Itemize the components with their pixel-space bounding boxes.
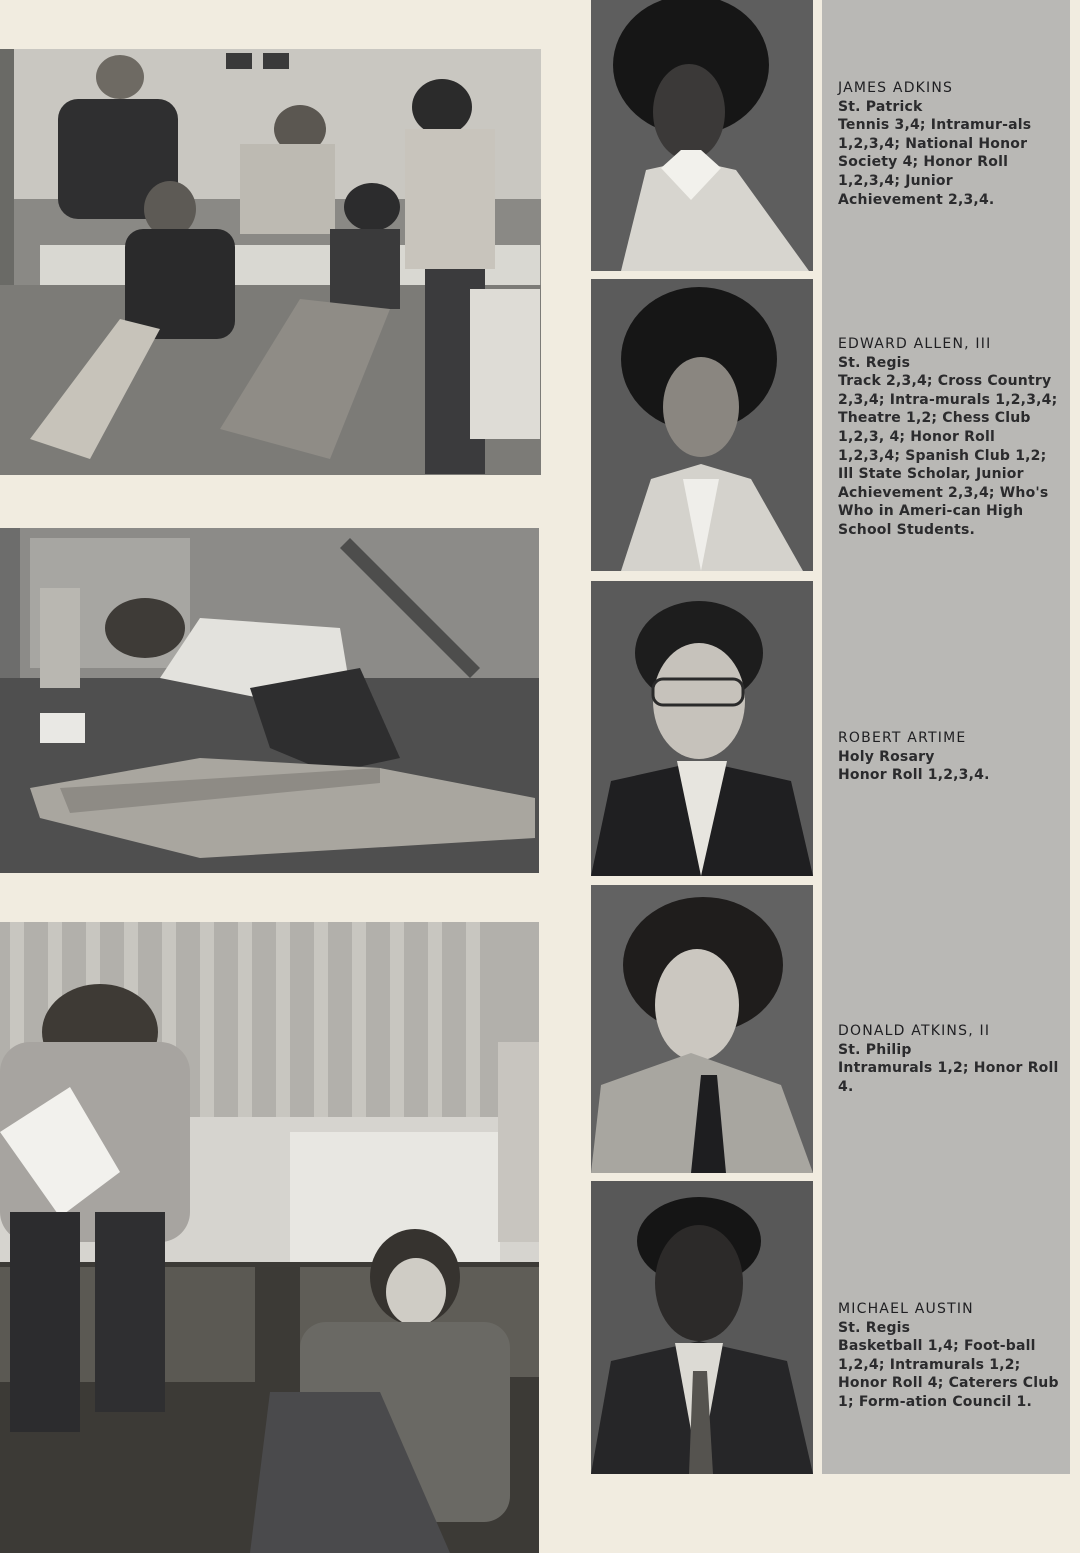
student-activities: Tennis 3,4; Intramur-als 1,2,3,4; National Honor Society 4; Honor Roll 1,2,3,4; Junior Achievement 2,3,4. bbox=[838, 117, 1032, 208]
student-bio bbox=[838, 335, 1060, 540]
student-name: ROBERT ARTIME bbox=[838, 730, 967, 746]
student-activities: Honor Roll 1,2,3,4. bbox=[838, 767, 990, 784]
student-bio bbox=[838, 1022, 1060, 1096]
student-name: MICHAEL AUSTIN bbox=[838, 1301, 974, 1317]
candid-photo-workshop bbox=[0, 528, 539, 873]
portrait-photo bbox=[591, 279, 813, 571]
student-activities: Intramurals 1,2; Honor Roll 4. bbox=[838, 1060, 1059, 1095]
portrait-photo bbox=[591, 0, 813, 271]
portrait-photo bbox=[591, 581, 813, 876]
candid-photo-students-seated bbox=[0, 922, 539, 1553]
portrait-photo bbox=[591, 885, 813, 1173]
student-parish: St. Regis bbox=[838, 354, 911, 371]
student-bio bbox=[838, 1300, 1060, 1412]
student-parish: St. Patrick bbox=[838, 98, 923, 115]
student-parish: St. Regis bbox=[838, 1319, 911, 1336]
student-name: EDWARD ALLEN, III bbox=[838, 336, 992, 352]
portrait-photo bbox=[591, 1181, 813, 1474]
student-parish: Holy Rosary bbox=[838, 748, 935, 765]
student-activities: Basketball 1,4; Foot-ball 1,2,4; Intramurals 1,2; Honor Roll 4; Caterers Club 1; Form-ation Council 1. bbox=[838, 1338, 1059, 1410]
student-name: JAMES ADKINS bbox=[838, 80, 954, 96]
student-activities: Track 2,3,4; Cross Country 2,3,4; Intra-murals 1,2,3,4; Theatre 1,2; Chess Club 1,2,3, 4; Honor Roll 1,2,3,4; Spanish Club 1,2; Ill State Scholar, Junior Achievement 2,3,4; Who's Who in Ameri-can High School Students. bbox=[838, 373, 1058, 538]
student-bio bbox=[838, 79, 1060, 209]
candid-photo-classroom bbox=[0, 49, 541, 475]
student-bio bbox=[838, 729, 1060, 785]
student-parish: St. Philip bbox=[838, 1041, 912, 1058]
student-name: DONALD ATKINS, II bbox=[838, 1023, 991, 1039]
